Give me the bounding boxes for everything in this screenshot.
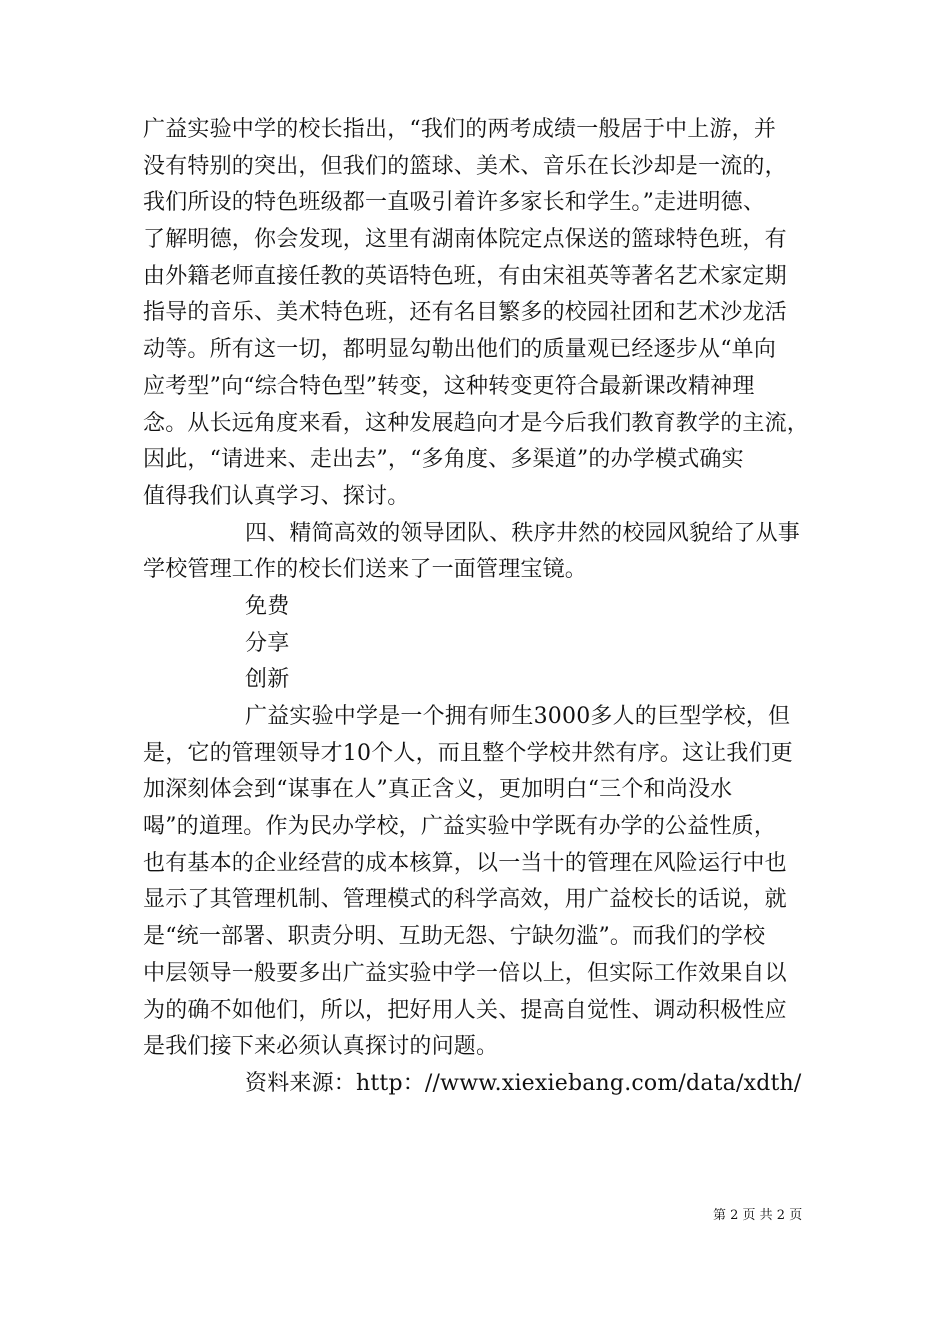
text-line: 指导的音乐、美术特色班，还有名目繁多的校园社团和艺术沙龙活 <box>143 300 787 326</box>
source-line: 资料来源：http：//www.xiexiebang.com/data/xdth/ <box>245 1070 802 1096</box>
tag-line: 免费 <box>245 593 290 619</box>
tag-line: 分享 <box>245 630 290 656</box>
text-line: 广益实验中学的校长指出，“我们的两考成绩一般居于中上游，并 <box>143 117 777 142</box>
text-line: 中层领导一般要多出广益实验中学一倍以上，但实际工作效果自以 <box>143 960 787 986</box>
text-line: 因此，“请进来、走出去”，“多角度、多渠道”的办学模式确实 <box>143 447 744 473</box>
text-line: 喝”的道理。作为民办学校，广益实验中学既有办学的公益性质， <box>143 814 777 840</box>
tag-line: 创新 <box>245 667 290 693</box>
text-line: 我们所设的特色班级都一直吸引着许多家长和学生。”走进明德、 <box>143 190 766 216</box>
page-number-footer: 第 2 页 共 2 页 <box>713 1208 803 1223</box>
text-line: 由外籍老师直接任教的英语特色班，有由宋祖英等著名艺术家定期 <box>143 263 787 289</box>
text-line: 广益实验中学是一个拥有师生3000多人的巨型学校，但 <box>245 704 791 729</box>
text-line: 是“统一部署、职责分明、互助无怨、宁缺勿滥”。而我们的学校 <box>143 924 766 950</box>
text-line: 是，它的管理领导才10个人，而且整个学校井然有序。这让我们更 <box>143 740 793 766</box>
text-line: 了解明德，你会发现，这里有湖南体院定点保送的篮球特色班，有 <box>143 227 787 253</box>
text-line: 也有基本的企业经营的成本核算，以一当十的管理在风险运行中也 <box>143 850 787 876</box>
text-line: 应考型”向“综合特色型”转变，这种转变更符合最新课改精神理 <box>143 373 755 399</box>
text-line: 念。从长远角度来看，这种发展趋向才是今后我们教育教学的主流， <box>143 410 810 436</box>
text-line: 是我们接下来必须认真探讨的问题。 <box>143 1034 499 1060</box>
text-line: 值得我们认真学习、探讨。 <box>143 483 410 509</box>
body-text <box>143 112 823 1103</box>
text-line: 显示了其管理机制、管理模式的科学高效，用广益校长的话说，就 <box>143 887 787 913</box>
text-line: 加深刻体会到“谋事在人”真正含义，更加明白“三个和尚没水 <box>143 777 733 803</box>
text-line: 学校管理工作的校长们送来了一面管理宝镜。 <box>143 557 588 583</box>
text-line: 为的确不如他们，所以，把好用人关、提高自觉性、调动积极性应 <box>143 997 787 1023</box>
text-line: 动等。所有这一切，都明显勾勒出他们的质量观已经逐步从“单向 <box>143 337 777 363</box>
section-heading-line: 四、精简高效的领导团队、秩序井然的校园风貌给了从事 <box>245 520 801 546</box>
text-line: 没有特别的突出，但我们的篮球、美术、音乐在长沙却是一流的， <box>143 153 787 179</box>
